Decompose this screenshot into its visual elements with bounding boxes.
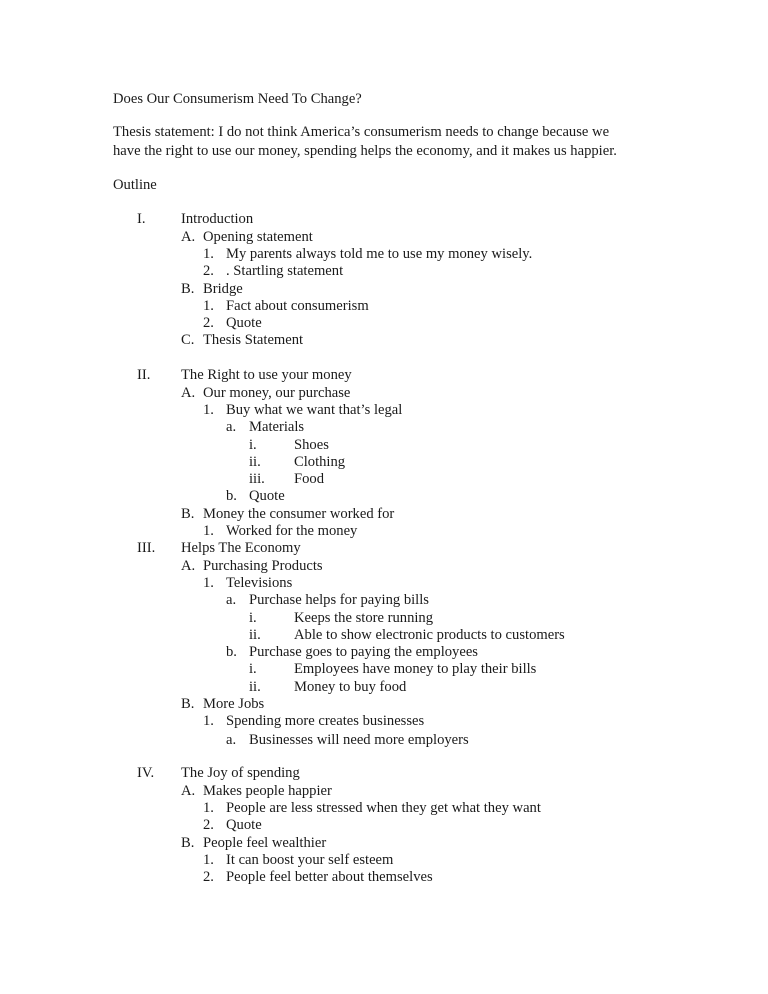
item-text: Makes people happier [203, 783, 332, 799]
item-text: Opening statement [203, 229, 313, 245]
item-marker: 1. [203, 575, 214, 591]
item-marker: b. [226, 644, 237, 660]
item-text: Purchase helps for paying bills [249, 592, 429, 608]
section-title: The Joy of spending [181, 765, 300, 781]
section-numeral: III. [137, 540, 156, 556]
item-text: It can boost your self esteem [226, 852, 394, 868]
item-marker: b. [226, 488, 237, 504]
item-marker: i. [249, 610, 257, 626]
item-text: Keeps the store running [294, 610, 434, 626]
item-marker: A. [181, 558, 196, 574]
section-title: The Right to use your money [181, 367, 352, 383]
item-marker: i. [249, 437, 257, 453]
item-marker: ii. [249, 679, 261, 695]
item-text: People feel wealthier [203, 835, 327, 851]
item-marker: C. [181, 332, 195, 348]
item-text: My parents always told me to use my money wisely. [226, 246, 533, 262]
item-text: Quote [249, 488, 285, 504]
item-text: Businesses will need more employers [249, 732, 469, 748]
item-marker: 1. [203, 523, 214, 539]
item-marker: ii. [249, 627, 261, 643]
item-marker: A. [181, 783, 196, 799]
item-text: Able to show electronic products to customers [294, 627, 565, 643]
item-text: Buy what we want that’s legal [226, 402, 403, 418]
item-marker: 1. [203, 298, 214, 314]
item-marker: A. [181, 229, 196, 245]
item-text: Televisions [226, 575, 293, 591]
item-text: People feel better about themselves [226, 869, 433, 885]
item-text: Shoes [294, 437, 329, 453]
item-marker: 1. [203, 713, 214, 729]
item-marker: a. [226, 592, 237, 608]
section-numeral: I. [137, 211, 146, 227]
document-title: Does Our Consumerism Need To Change? [113, 91, 362, 107]
item-marker: i. [249, 661, 257, 677]
item-text: Employees have money to play their bills [294, 661, 537, 677]
item-text: . Startling statement [226, 263, 344, 279]
item-marker: B. [181, 835, 195, 851]
section-numeral: II. [137, 367, 151, 383]
item-marker: a. [226, 419, 237, 435]
item-marker: B. [181, 281, 195, 297]
item-text: Quote [226, 315, 262, 331]
item-marker: A. [181, 385, 196, 401]
item-marker: 1. [203, 852, 214, 868]
item-marker: ii. [249, 454, 261, 470]
item-text: Worked for the money [226, 523, 358, 539]
item-marker: 1. [203, 402, 214, 418]
item-text: Spending more creates businesses [226, 713, 425, 729]
item-text: Money the consumer worked for [203, 506, 395, 522]
item-marker: 2. [203, 263, 214, 279]
item-text: Purchasing Products [203, 558, 323, 574]
item-marker: 1. [203, 246, 214, 262]
item-text: Food [294, 471, 325, 487]
thesis-statement-line-2: have the right to use our money, spending helps the economy, and it makes us happier. [113, 143, 617, 159]
item-marker: iii. [249, 471, 265, 487]
item-text: Money to buy food [294, 679, 407, 695]
item-text: Clothing [294, 454, 346, 470]
item-text: Quote [226, 817, 262, 833]
item-text: More Jobs [203, 696, 265, 712]
section-title: Introduction [181, 211, 254, 227]
section-title: Helps The Economy [181, 540, 301, 556]
item-text: Fact about consumerism [226, 298, 369, 314]
item-marker: B. [181, 696, 195, 712]
item-marker: 2. [203, 817, 214, 833]
item-text: Thesis Statement [203, 332, 304, 348]
item-text: Bridge [203, 281, 243, 297]
item-text: Purchase goes to paying the employees [249, 644, 478, 660]
item-text: Materials [249, 419, 305, 435]
item-marker: 1. [203, 800, 214, 816]
item-marker: a. [226, 732, 237, 748]
item-marker: 2. [203, 315, 214, 331]
item-text: People are less stressed when they get what they want [226, 800, 541, 816]
section-numeral: IV. [137, 765, 155, 781]
item-marker: 2. [203, 869, 214, 885]
thesis-statement-line-1: Thesis statement: I do not think America’s consumerism needs to change because we [113, 124, 610, 140]
item-marker: B. [181, 506, 195, 522]
outline-heading: Outline [113, 177, 157, 193]
item-text: Our money, our purchase [203, 385, 351, 401]
